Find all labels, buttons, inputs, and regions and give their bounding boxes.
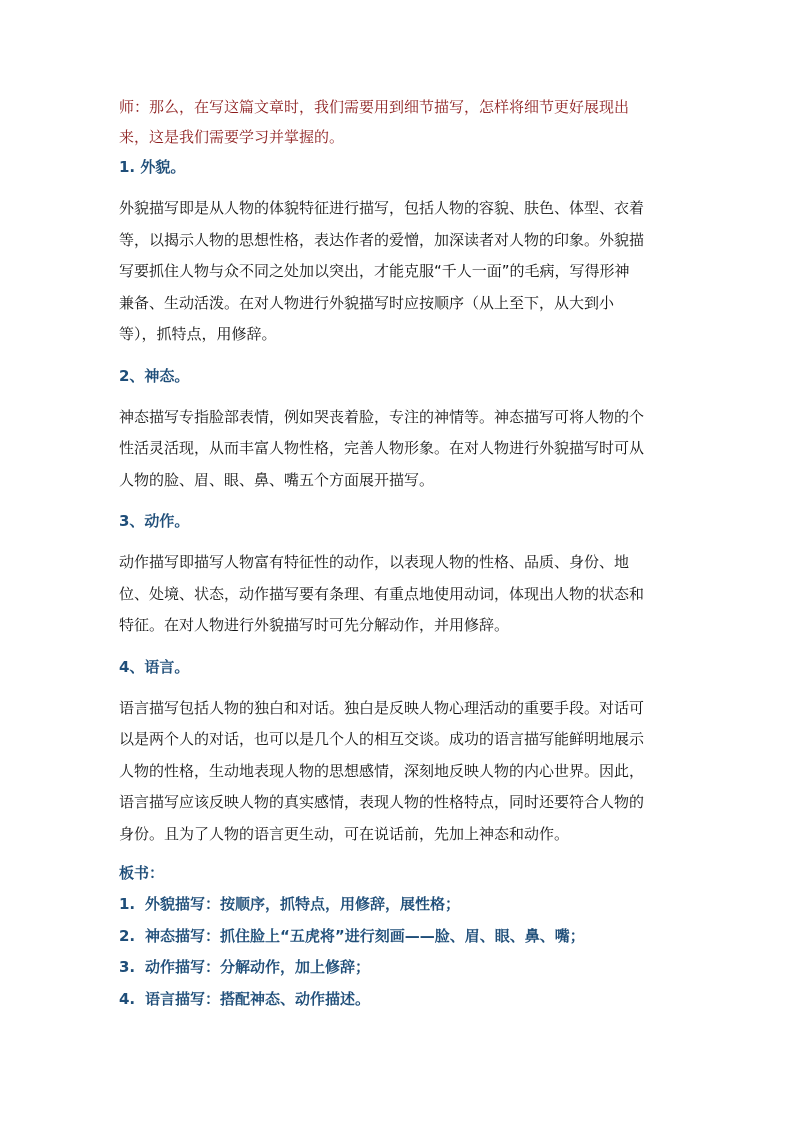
blackboard-item-number: 4.: [119, 989, 136, 1008]
blackboard-item-text: 神态描写：抓住脸上“五虎将”进行刻画——脸、眉、眼、鼻、嘴；: [145, 926, 585, 945]
section-text-expression: 神态描写专指脸部表情，例如哭丧着脸，专注的神情等。神态描写可将人物的个 性活灵活现，从而丰富人物性格，完善人物形象。在对人物进行外貌描写时可从 人物的脸、眉、眼、鼻、嘴五个方面展开描写。: [119, 407, 645, 489]
blackboard-item-number: 3.: [119, 958, 136, 976]
blackboard-item: [119, 889, 685, 921]
section-heading-action: 3、动作。: [119, 512, 190, 530]
blackboard-item-text: 语言描写：搭配神态、动作描述。: [145, 989, 371, 1008]
section-text-action: 动作描写即描写人物富有特征性的动作，以表现人物的性格、品质、身份、地 位、处境、状态，动作描写要有条理、有重点地使用动词，体现出人物的状态和 特征。在对人物进行外貌描写时可先分解动作，并用修辞。: [119, 553, 645, 634]
section-text-language: 语言描写包括人物的独白和对话。独白是反映人物心理活动的重要手段。对话可 以是两个人的对话，也可以是几个人的相互交谈。成功的语言描写能鲜明地展示 人物的性格，生动地表现人物的思想感情，深刻地反映人物的内心世界。因此， 语言描写应该反映人物的真实感情，表现人物的性格特点，同时还要符合人物的 身份。且为了人物的语言更生动，可在说话前，先加上神态和动作。: [119, 698, 645, 843]
blackboard-item: [119, 952, 685, 984]
section-heading-language: 4、语言。: [119, 657, 190, 676]
blackboard-title: 板书：: [119, 864, 165, 882]
blackboard-item: [119, 921, 685, 953]
blackboard-item-text: 外貌描写：按顺序，抓特点，用修辞，展性格；: [145, 895, 461, 913]
section-text-appearance: 外貌描写即是从人物的体貌特征进行描写，包括人物的容貌、肤色、体型、衣着 等，以揭示人物的思想性格，表达作者的爱憎，加深读者对人物的印象。外貌描 写要抓住人物与众不同之处加以突出，才能克服“千人一面”的毛病，写得形神 兼备、生动活泼。在对人物进行外貌描写时应按顺序（从上至下，从大到小 等），抓特点，用修辞。: [119, 199, 645, 343]
blackboard-item-number: 2.: [119, 926, 136, 945]
blackboard-item-text: 动作描写：分解动作，加上修辞；: [145, 958, 371, 976]
teacher-intro: 师：那么，在写这篇文章时，我们需要用到细节描写，怎样将细节更好展现出 来，这是我们需要学习并掌握的。: [119, 98, 630, 146]
page-content: [119, 92, 685, 1015]
section-heading-expression: 2、神态。: [119, 366, 190, 385]
blackboard-list: [119, 889, 685, 1015]
section-heading-appearance: 1. 外貌。: [119, 158, 186, 176]
blackboard-item-number: 1.: [119, 895, 136, 913]
blackboard-item: [119, 984, 685, 1016]
